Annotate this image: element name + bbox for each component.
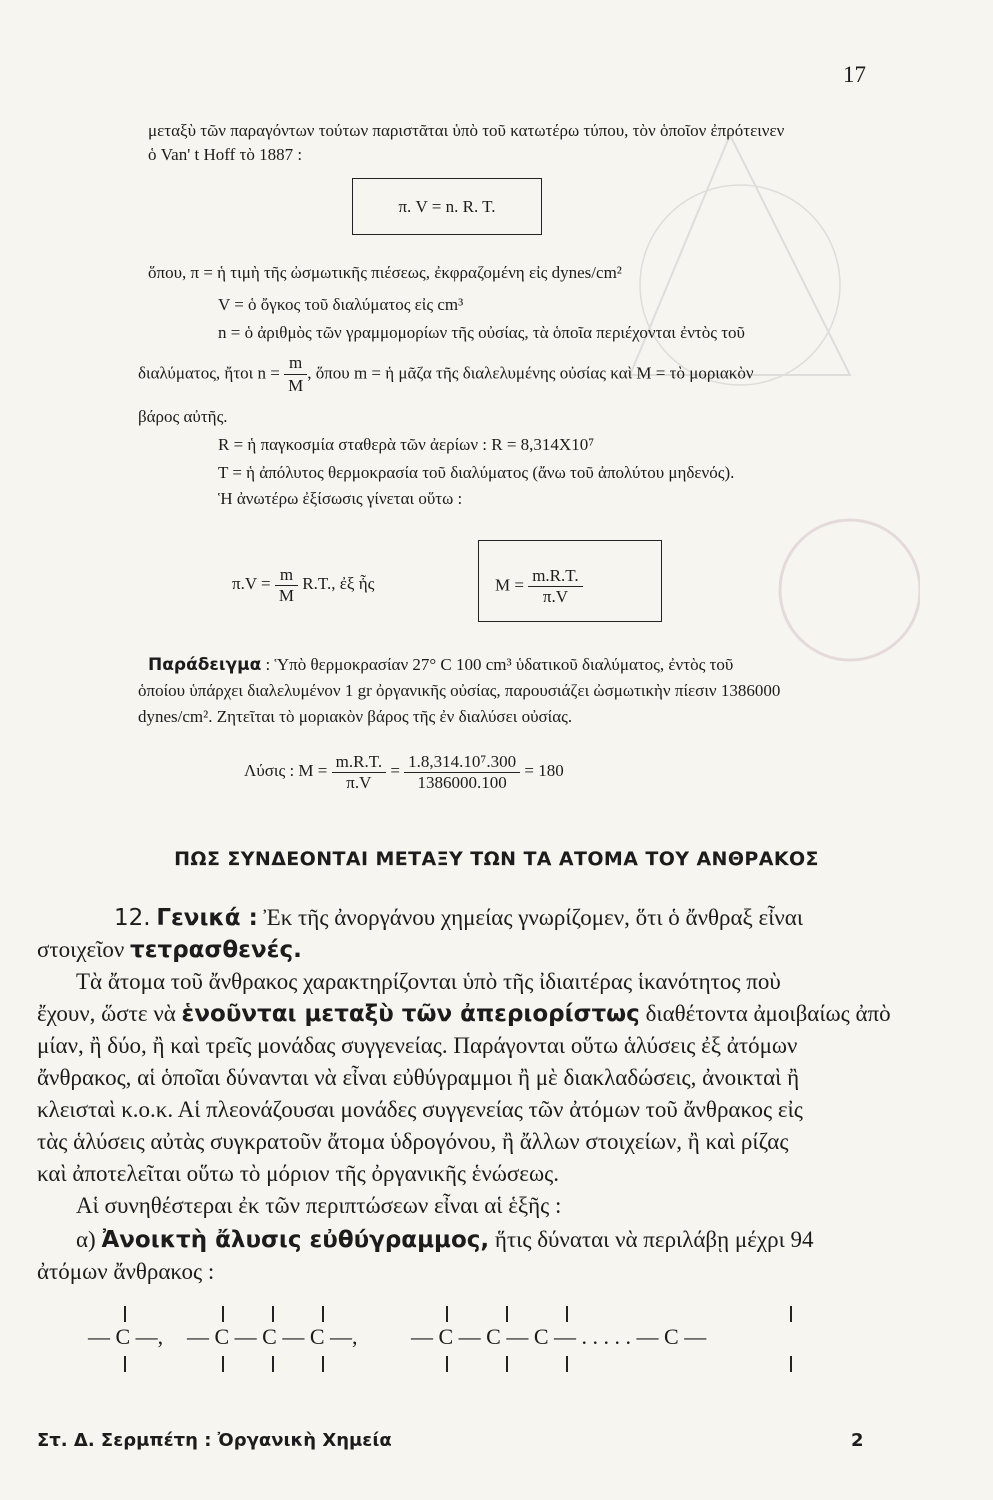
bond-line [222,1306,224,1322]
para12-line-2 [37,934,302,966]
para2-unite-bold: ἑνοῦνται μεταξὺ τῶν ἀπεριορίστως [181,1001,640,1027]
def-t: T = ἡ ἀπόλυτος θερμοκρασία τοῦ διαλύματος (ἄνω τοῦ ἀπολύτου μηδενός). [218,463,735,482]
solution-result: = 180 [524,761,564,780]
footer-signature-number: 2 [851,1430,864,1451]
para3-line-1: Αἱ συνηθέστεραι ἐκ τῶν περιπτώσεων εἶναι αἱ ἑξῆς : [76,1193,562,1218]
solution-fraction-2 [404,752,520,793]
para2-text-2a: ἔχουν, ὥστε νὰ [37,1001,176,1026]
def-weight: βάρος αὐτῆς. [138,407,228,426]
n-fraction-numerator: m [284,352,307,375]
bond-line [506,1356,508,1372]
n-fraction [284,352,307,397]
item-a-marker: α) [76,1227,96,1252]
solution-equals: = [390,761,400,780]
eq2-fraction [275,565,298,606]
eq2-result-box [478,540,662,622]
def-n-continuation [138,352,754,397]
bond-line [322,1356,324,1372]
bond-line [272,1306,274,1322]
def-r: R = ἡ παγκοσμία σταθερὰ τῶν ἀερίων : R = 8,314X10⁷ [218,435,595,454]
solution-fraction-1 [332,752,386,793]
para12-heading: Γενικά : [156,905,258,931]
bond-line [506,1306,508,1322]
bond-line [790,1356,792,1372]
bond-line [124,1306,126,1322]
intro-line-2: ὁ Van' t Hoff τὸ 1887 : [148,145,303,164]
solution-denominator-1: π.V [346,772,372,792]
equation-2 [232,562,374,606]
item-a-bold: Ἀνοικτὴ ἄλυσις εὐθύγραμμος, [101,1227,490,1253]
eq2-rhs-fraction [528,566,582,607]
n-fraction-denominator: M [288,376,304,395]
eq2-denominator: M [278,585,295,605]
example-line-2: ὁποίου ὑπάρχει διαλελυμένον 1 gr ὀργανικῆς οὐσίας, παρουσιάζει ὠσμωτικὴν πίεσιν 1386000 [138,681,781,700]
eq2-numerator: m [275,565,298,586]
bond-line [322,1306,324,1322]
solution-numerator-1: m.R.T. [332,752,386,773]
para2-line-4: ἄνθρακος, αἱ ὁποῖαι δύνανται νὰ εἶναι εὐθύγραμμοι ἢ μὲ διακλαδώσεις, ἀνοικταὶ ἢ [37,1065,800,1090]
def-n-cont-right: , ὅπου m = ἡ μᾶζα τῆς διαλελυμένης οὐσίας καὶ M = τὸ μοριακὸν [307,363,754,383]
bond-line [446,1306,448,1322]
eq2-rhs-numerator: m.R.T. [528,566,582,587]
para12-text-1: Ἐκ τῆς ἀνοργάνου χημείας γνωρίζομεν, ὅτι ὁ ἄνθραξ εἶναι [263,905,804,930]
para2-line-2 [37,998,891,1030]
example-label: Παράδειγμα [148,655,262,675]
eq2-left: π.V = [232,574,271,593]
para2-line-6: τὰς ἁλύσεις αὐτὰς συγκρατοῦν ἄτομα ὑδρογόνου, ἢ ἄλλων στοιχείων, ἢ καὶ ρίζας [37,1129,789,1154]
chain-long: — C — C — C — . . . . . — C — [411,1324,707,1349]
example-line-1 [148,654,733,676]
page-number: 17 [843,62,866,87]
bond-line [222,1356,224,1372]
def-n-cont-left: διαλύματος, ἤτοι n = [138,363,280,383]
para2-line-3: μίαν, ἢ δύο, ἢ καὶ τρεῖς μονάδας συγγενείας. Παράγονται οὕτω ἁλύσεις ἐξ ἀτόμων [37,1033,798,1058]
eq2-rhs-left: M = [495,575,524,595]
para2-line-1: Τὰ ἄτομα τοῦ ἄνθρακος χαρακτηρίζονται ὑπὸ τῆς ἰδιαιτέρας ἱκανότητος ποὺ [76,969,781,994]
item-a-text: ἥτις δύναται νὰ περιλάβῃ μέχρι 94 [494,1227,814,1252]
solution-numerator-2: 1.8,314.10⁷.300 [404,752,520,773]
bond-line [790,1306,792,1322]
para2-text-2c: διαθέτοντα ἀμοιβαίως ἀπὸ [645,1001,891,1026]
para2-line-5: κλεισταὶ κ.ο.κ. Αἱ πλεονάζουσαι μονάδες συγγενείας τῶν ἀτόμων τοῦ ἄνθρακος εἰς [37,1097,803,1122]
bond-line [566,1356,568,1372]
vant-hoff-formula-box [352,178,542,235]
para2-line-7: καὶ ἀποτελεῖται οὕτω τὸ μόριον τῆς ὀργανικῆς ἑνώσεως. [37,1161,559,1186]
para3-atoms-line: ἀτόμων ἄνθρακος : [37,1259,215,1284]
para12-tetravalent: τετρασθενές. [130,937,302,963]
footer-author: Στ. Δ. Σερμπέτη : Ὀργανικὴ Χημεία [37,1430,392,1451]
bond-line [272,1356,274,1372]
para12-line-1 [114,902,803,934]
para12-text-2a: στοιχεῖον [37,937,125,962]
chain-three-carbons: — C — C — C —, [187,1324,358,1349]
solution-denominator-2: 1386000.100 [417,772,507,792]
solution [244,748,564,794]
bond-line [446,1356,448,1372]
bond-line [566,1306,568,1322]
para3-item-a [76,1224,814,1256]
bond-line [124,1356,126,1372]
solution-label: Λύσις : M = [244,761,328,780]
def-pi: ὅπου, π = ἡ τιμὴ τῆς ὠσμωτικῆς πιέσεως, ἐκφραζομένη εἰς dynes/cm² [148,263,622,282]
def-above: Ἡ ἀνωτέρω ἐξίσωσις γίνεται οὕτω : [218,489,463,508]
eq2-rhs [495,566,583,607]
vant-hoff-formula: π. V = n. R. T. [398,197,496,216]
def-n: n = ὁ ἀριθμὸς τῶν γραμμομορίων τῆς οὐσίας, τὰ ὁποῖα περιέχονται ἐντὸς τοῦ [218,323,745,342]
para12-number: 12. [114,905,151,931]
bleed-through-stamp-icon [770,500,920,680]
example-text-1: : Ὑπὸ θερμοκρασίαν 27° C 100 cm³ ὑδατικοῦ διαλύματος, ἐντὸς τοῦ [265,655,734,674]
chain-single-carbon: — C —, [88,1324,164,1349]
intro-line-1: μεταξὺ τῶν παραγόντων τούτων παριστᾶται ὑπὸ τοῦ κατωτέρω τύπου, τὸν ὁποῖον ἐπρότεινεν [148,121,785,140]
eq2-rhs-denominator: π.V [542,587,568,606]
section-title: ΠΩΣ ΣΥΝΔΕΟΝΤΑΙ ΜΕΤΑΞΥ ΤΩΝ ΤΑ ΑΤΟΜΑ ΤΟΥ ΑΝΘΡΑΚΟΣ [174,848,819,870]
eq2-mid: R.T., ἐξ ἧς [302,574,375,593]
def-v: V = ὁ ὄγκος τοῦ διαλύματος εἰς cm³ [218,295,464,314]
example-line-3: dynes/cm². Ζητεῖται τὸ μοριακὸν βάρος τῆς ἐν διαλύσει οὐσίας. [138,707,573,726]
